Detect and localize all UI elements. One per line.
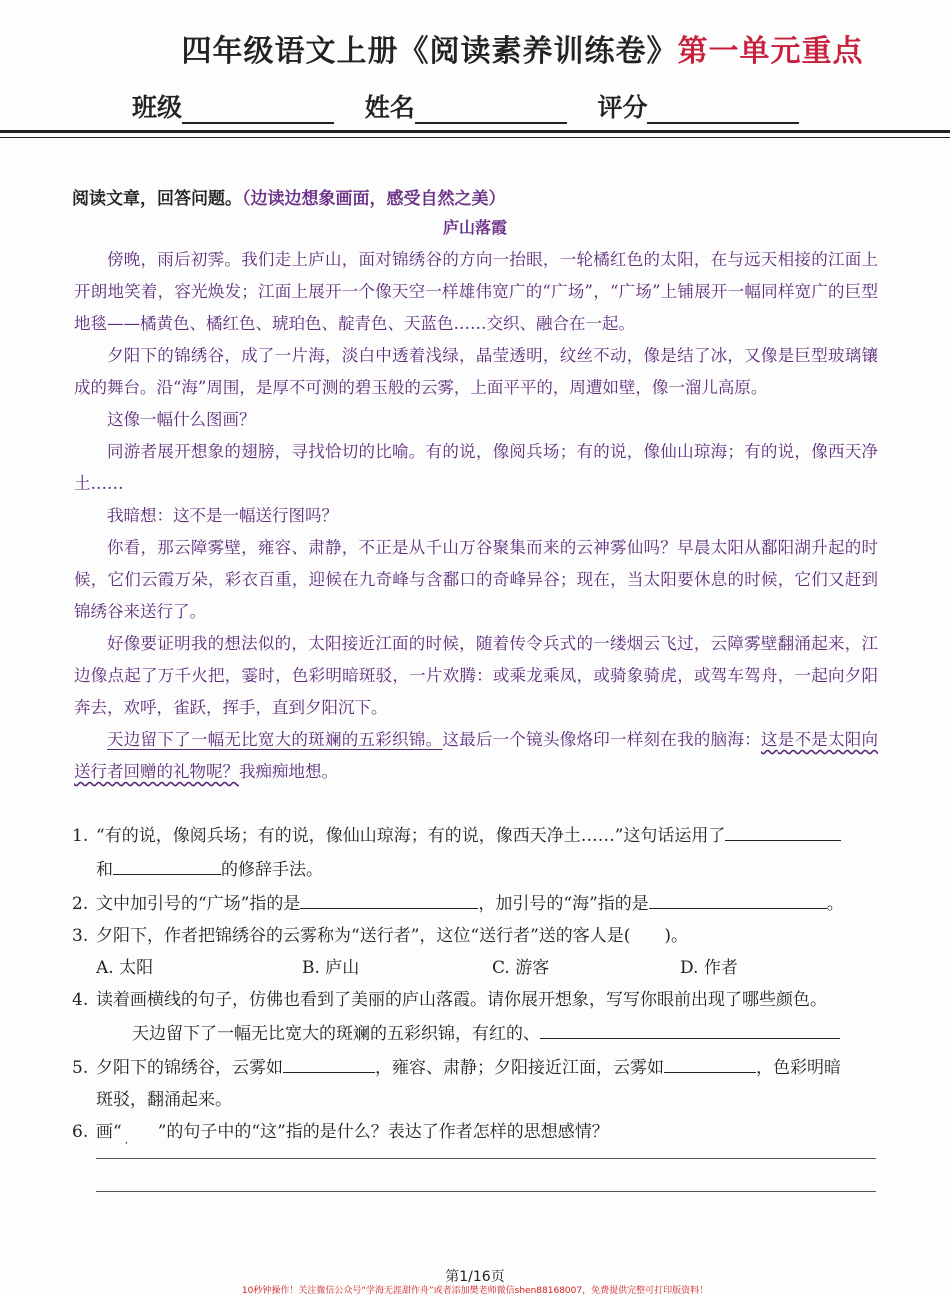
answer-line-2[interactable] (96, 1191, 876, 1192)
question-3 (72, 920, 878, 952)
question-5-blank-a[interactable] (283, 1050, 375, 1073)
passage-paragraph-7: 好像要证明我的想法似的，太阳接近江面的时候，随着传令兵式的一缕烟云飞过，云障雾壁翻涌起来，江边像点起了万千火把，霎时，色彩明暗斑驳，一片欢腾：或乘龙乘凤，或骑象骑虎，或驾车驾舟，一起向夕阳奔去，欢呼，雀跃，挥手，直到夕阳沉下。 (74, 634, 878, 717)
class-label: 班级 (132, 93, 183, 122)
header-rule-thick (0, 130, 950, 133)
question-2-text-a: 文中加引号的“广场”指的是 (96, 894, 301, 914)
name-blank[interactable] (415, 96, 567, 124)
wavy-sentence-rest: 是不是太阳向送行者回赠的礼物呢？ (74, 730, 879, 781)
question-2-number: 2. (72, 894, 89, 914)
passage-paragraph-1: 傍晚，雨后初霁。我们走上庐山，面对锦绣谷的方向一抬眼，一轮橘红色的太阳，在与远天相接的江面上开朗地笑着，容光焕发；江面上展开一个像天空一样雄伟宽广的“广场”，“广场”上铺展开一幅同样宽广的巨型地毯——橘黄色、橘红色、琥珀色、靛青色、天蓝色……交织、融合在一起。 (74, 250, 878, 333)
passage-paragraph-2: 夕阳下的锦绣谷，成了一片海，淡白中透着浅绿，晶莹透明，纹丝不动，像是结了冰，又像是巨型玻璃镶成的舞台。沿“海”周围，是厚不可测的碧玉般的云雾，上面平平的，周遭如壁，像一溜儿高原。 (74, 346, 878, 397)
question-3-options (72, 952, 878, 984)
title-accent: 第一单元重点 (677, 34, 864, 69)
title-main: 四年级语文上册《阅读素养训练卷》 (181, 34, 678, 69)
question-4-prompt: 天边留下了一幅无比宽大的斑斓的五彩织锦，有红的、 (132, 1024, 540, 1044)
question-2-blank-a[interactable] (300, 886, 478, 909)
underlined-sentence: 天边留下了一幅无比宽大的斑斓的五彩织锦。 (107, 730, 443, 749)
question-1-end: 的修辞手法。 (221, 860, 323, 880)
score-label: 评分 (597, 93, 648, 122)
passage-paragraph-3: 这像一幅什么图画？ (107, 410, 256, 429)
question-4-number: 4. (72, 990, 89, 1010)
instruction-hint: （边读边想象画面，感受自然之美） (242, 189, 506, 209)
question-5-number: 5. (72, 1058, 89, 1078)
question-5-cont (72, 1084, 878, 1116)
wavy-sentence-start: 这 (760, 730, 778, 749)
question-4 (72, 984, 878, 1016)
instruction-prefix: 阅读文章，回答问题。 (72, 189, 242, 209)
student-info-row (132, 88, 821, 124)
question-3-text: 夕阳下，作者把锦绣谷的云雾称为“送行者”，这位“送行者”送的客人是( )。 (96, 926, 689, 946)
question-6-text-b: ”的句子中的“这”指的是什么？表达了作者怎样的思想感情？ (157, 1122, 609, 1142)
question-1-blank-a[interactable] (725, 818, 841, 841)
question-2-text-b: ，加引号的“海”指的是 (478, 894, 649, 914)
question-1 (72, 818, 878, 852)
question-1-text: “有的说，像阅兵场；有的说，像仙山琼海；有的说，像西天净土……”这句话运用了 (96, 826, 726, 846)
option-d[interactable]: D. 作者 (680, 958, 738, 978)
questions (72, 818, 878, 1148)
question-4-text: 读着画横线的句子，仿佛也看到了美丽的庐山落霞。请你展开想象，写写你眼前出现了哪些颜色。 (96, 990, 827, 1010)
option-c[interactable]: C. 游客 (492, 958, 550, 978)
question-6 (72, 1116, 878, 1148)
name-label: 姓名 (364, 93, 415, 122)
score-blank[interactable] (647, 96, 799, 124)
question-3-number: 3. (72, 926, 89, 946)
header-rule-thin (0, 137, 950, 138)
question-2-end: 。 (826, 894, 844, 914)
question-1-number: 1. (72, 826, 89, 846)
question-5-text-a: 夕阳下的锦绣谷，云雾如 (96, 1058, 283, 1078)
question-2-blank-b[interactable] (649, 886, 827, 909)
question-1-cont (72, 852, 878, 886)
question-5-text-d: 斑驳，翻涌起来。 (96, 1090, 232, 1110)
paragraph-8-end: 我痴痴地想。 (239, 762, 338, 781)
question-5-blank-b[interactable] (664, 1050, 756, 1073)
instruction (72, 184, 506, 209)
answer-line-1[interactable] (96, 1158, 876, 1159)
paragraph-8-middle: 这最后一个镜头像烙印一样刻在我的脑海： (442, 730, 761, 749)
passage-paragraph-5: 我暗想：这不是一幅送行图吗？ (107, 506, 338, 525)
question-2 (72, 886, 878, 920)
page-number: 第1/16页 (445, 1269, 505, 1285)
passage-paragraph-8 (74, 724, 878, 788)
passage-title: 庐山落霞 (442, 218, 507, 237)
question-6-text-a: 画“ (96, 1122, 122, 1142)
question-1-blank-b[interactable] (113, 852, 221, 875)
wavy-line-mark (122, 1116, 158, 1148)
question-5-text-c: ，色彩明暗 (756, 1058, 841, 1078)
footer-note: 10秒钟操作！关注微信公众号“学海无涯甜作舟”或者添加樊老师微信shen88168007，免费提供完整可打印版资料！ (241, 1286, 709, 1296)
question-4-blank[interactable] (540, 1016, 840, 1039)
passage-paragraph-4: 同游者展开想象的翅膀，寻找恰切的比喻。有的说，像阅兵场；有的说，像仙山琼海；有的说，像西天净土…… (74, 442, 878, 493)
option-b[interactable]: B. 庐山 (302, 958, 360, 978)
question-4-answer (72, 1016, 878, 1050)
question-5-text-b: ，雍容、肃静；夕阳接近江面，云雾如 (375, 1058, 664, 1078)
page-title (0, 26, 950, 70)
class-blank[interactable] (182, 96, 334, 124)
passage-body (74, 244, 878, 788)
question-1-and: 和 (96, 860, 113, 880)
question-5 (72, 1050, 878, 1084)
question-6-number: 6. (72, 1122, 89, 1142)
passage-paragraph-6: 你看，那云障雾壁，雍容、肃静，不正是从千山万谷聚集而来的云神雾仙吗？早晨太阳从鄱阳湖升起的时候，它们云霞万朵，彩衣百重，迎候在九奇峰与含鄱口的奇峰异谷；现在，当太阳要休息的时候，它们又赶到锦绣谷来送行了。 (74, 538, 878, 621)
option-a[interactable]: A. 太阳 (96, 958, 154, 978)
